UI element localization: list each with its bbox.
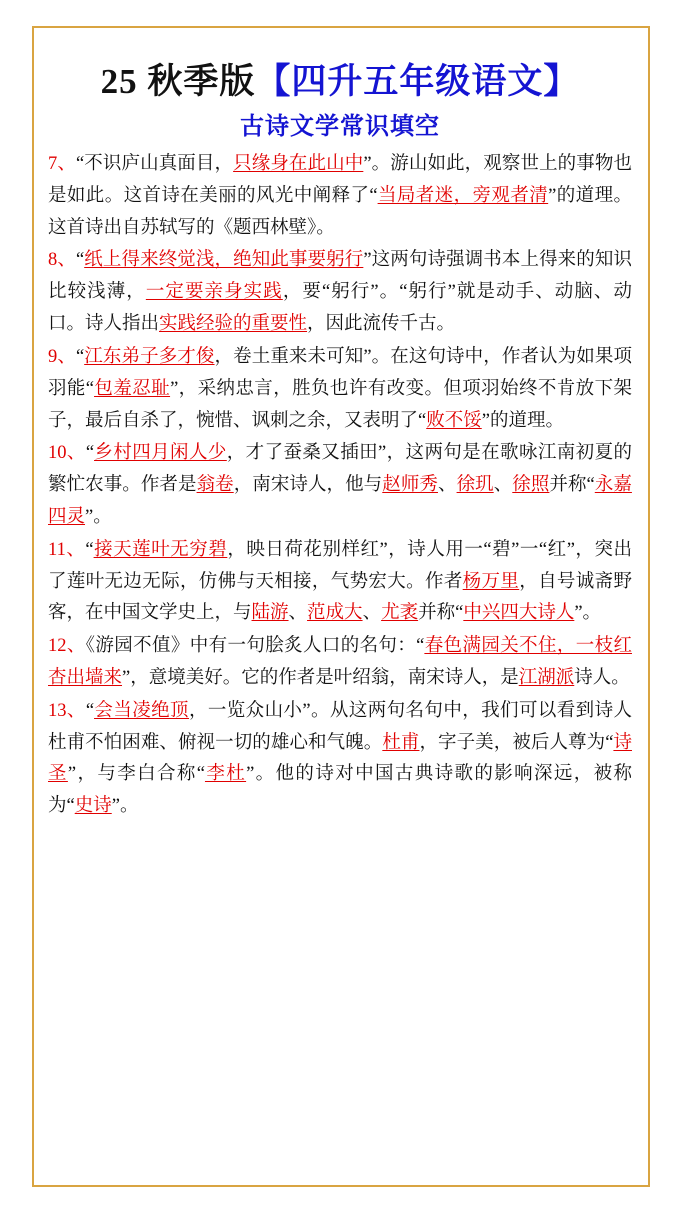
question-item: [48, 342, 632, 437]
answer-blank-text: 当局者迷，旁观者清: [377, 185, 549, 206]
answer-blank-text: 尤袤: [381, 603, 419, 624]
question-number: 13、: [48, 700, 86, 721]
answer-blank-text: 接天莲叶无穷碧: [93, 539, 228, 560]
bottom-spacer: [48, 824, 632, 864]
question-item: [48, 535, 632, 630]
answer-blank-text: 实践经验的重要性: [159, 314, 308, 335]
answer-blank-text: 杨万里: [462, 571, 520, 592]
document-content: [22, 28, 658, 864]
answer-blank-text: 一定要亲身实践: [145, 282, 283, 303]
question-text: “: [85, 700, 95, 721]
question-text: ，才了蚕桑又插田”，这两句是在歌咏江南初夏的繁忙农事。作者是: [48, 443, 632, 496]
answer-blank-text: 杜甫: [382, 732, 420, 753]
question-item: [48, 245, 632, 340]
question-text: ，南宋诗人，他与: [233, 475, 383, 496]
question-text: ，字子美，被后人尊为“: [419, 732, 614, 753]
question-item: [48, 149, 632, 244]
answer-blank-text: 会当凌绝顶: [94, 700, 189, 721]
answer-blank-text: 春色满园关不住，一枝红杏出墙来: [48, 636, 632, 688]
answer-blank-text: 陆游: [251, 603, 289, 624]
answer-blank-text: 范成大: [307, 603, 363, 624]
question-text: “: [75, 250, 85, 271]
answer-blank-text: 只缘身在此山中: [233, 154, 364, 174]
page-title-blue: 【四升五年级语文】: [255, 62, 580, 101]
answer-blank-text: 诗圣: [48, 732, 632, 785]
answer-blank-text: 江东弟子多才俊: [84, 346, 215, 367]
answer-blank-text: 包羞忍耻: [94, 378, 171, 399]
question-text: ”这两句诗强调书本上得来的知识比较浅薄，: [48, 250, 632, 303]
question-text: 、: [493, 475, 513, 496]
question-text: ，因此流传千古。: [307, 314, 456, 335]
question-text: ，要“躬行”。“躬行”就是动手、动脑、动口。诗人指出: [48, 282, 632, 335]
question-text: ，映日荷花别样红”，诗人用一“碧”一“红”，突出了莲叶无边无际，仿佛与天相接，气势宏大。作者: [48, 539, 632, 592]
answer-blank-text: 纸上得来终觉浅，绝知此事要躬行: [84, 250, 364, 271]
answer-blank-text: 徐玑: [456, 475, 494, 496]
question-text: ，一览众山小”。从这两句名句中，我们可以看到诗人杜甫不怕困难、俯视一切的雄心和气魄。: [48, 700, 632, 753]
question-text: ，卷土重来未可知”。在这句诗中，作者认为如果项羽能“: [48, 346, 632, 399]
question-item: [48, 631, 632, 695]
question-number: 12、: [48, 636, 86, 657]
page-title: [48, 54, 632, 104]
question-text: ”。: [85, 506, 112, 527]
question-number: 10、: [48, 443, 86, 464]
page-title-black: 25 秋季版: [100, 62, 256, 101]
answer-blank-text: 永嘉四灵: [48, 475, 632, 527]
question-item: [48, 438, 632, 533]
answer-blank-text: 赵师秀: [382, 475, 438, 496]
question-text: “不识庐山真面目，: [75, 154, 234, 174]
question-text: ”，与李白合称“: [67, 764, 205, 785]
question-text: 、: [437, 475, 457, 496]
question-text: ”，采纳忠言，胜负也许有改变。但项羽始终不肯放下架子，最后自杀了，惋惜、讽刺之余，又表明了“: [48, 378, 632, 431]
answer-blank-text: 李杜: [204, 764, 247, 785]
answer-blank-text: 史诗: [74, 796, 112, 817]
answer-blank-text: 乡村四月闲人少: [94, 443, 227, 464]
question-text: 、: [288, 603, 308, 624]
answer-blank-text: 败不馁: [426, 410, 482, 431]
question-text: 并称“: [549, 475, 595, 496]
answer-blank-text: 翁卷: [196, 475, 234, 496]
question-number: 7、: [48, 154, 76, 174]
question-text: ，自号诚斋野客，在中国文学史上，与: [48, 571, 632, 624]
question-text: ”。游山如此，观察世上的事物也是如此。这首诗在美丽的风光中阐释了“: [48, 154, 632, 206]
question-text: 诗人。: [574, 668, 630, 688]
answer-blank-text: 江湖派: [518, 668, 575, 688]
question-text: “: [85, 539, 94, 560]
question-text: 《游园不值》中有一句脍炙人口的名句：“: [85, 636, 425, 657]
question-text: ”的道理。: [481, 410, 564, 431]
question-number: 8、: [48, 250, 76, 271]
question-list: [48, 149, 632, 823]
question-number: 9、: [48, 346, 76, 367]
page-subtitle: 古诗文学常识填空: [240, 114, 440, 140]
question-text: ”。他的诗对中国古典诗歌的影响深远，被称为“: [48, 764, 632, 817]
answer-blank-text: 中兴四大诗人: [463, 603, 575, 624]
question-text: 并称“: [418, 603, 464, 624]
question-text: “: [85, 443, 95, 464]
question-text: ”。: [111, 796, 139, 817]
question-text: ”。: [574, 603, 602, 624]
question-text: ”的道理。这首诗出自苏轼写的《题西林壁》。: [48, 185, 632, 238]
question-number: 11、: [48, 539, 86, 560]
question-text: 、: [362, 603, 382, 624]
question-text: ”，意境美好。它的作者是叶绍翁，南宋诗人，是: [122, 668, 519, 688]
answer-blank-text: 徐照: [512, 475, 550, 496]
question-item: [48, 696, 632, 823]
question-text: “: [75, 346, 85, 367]
